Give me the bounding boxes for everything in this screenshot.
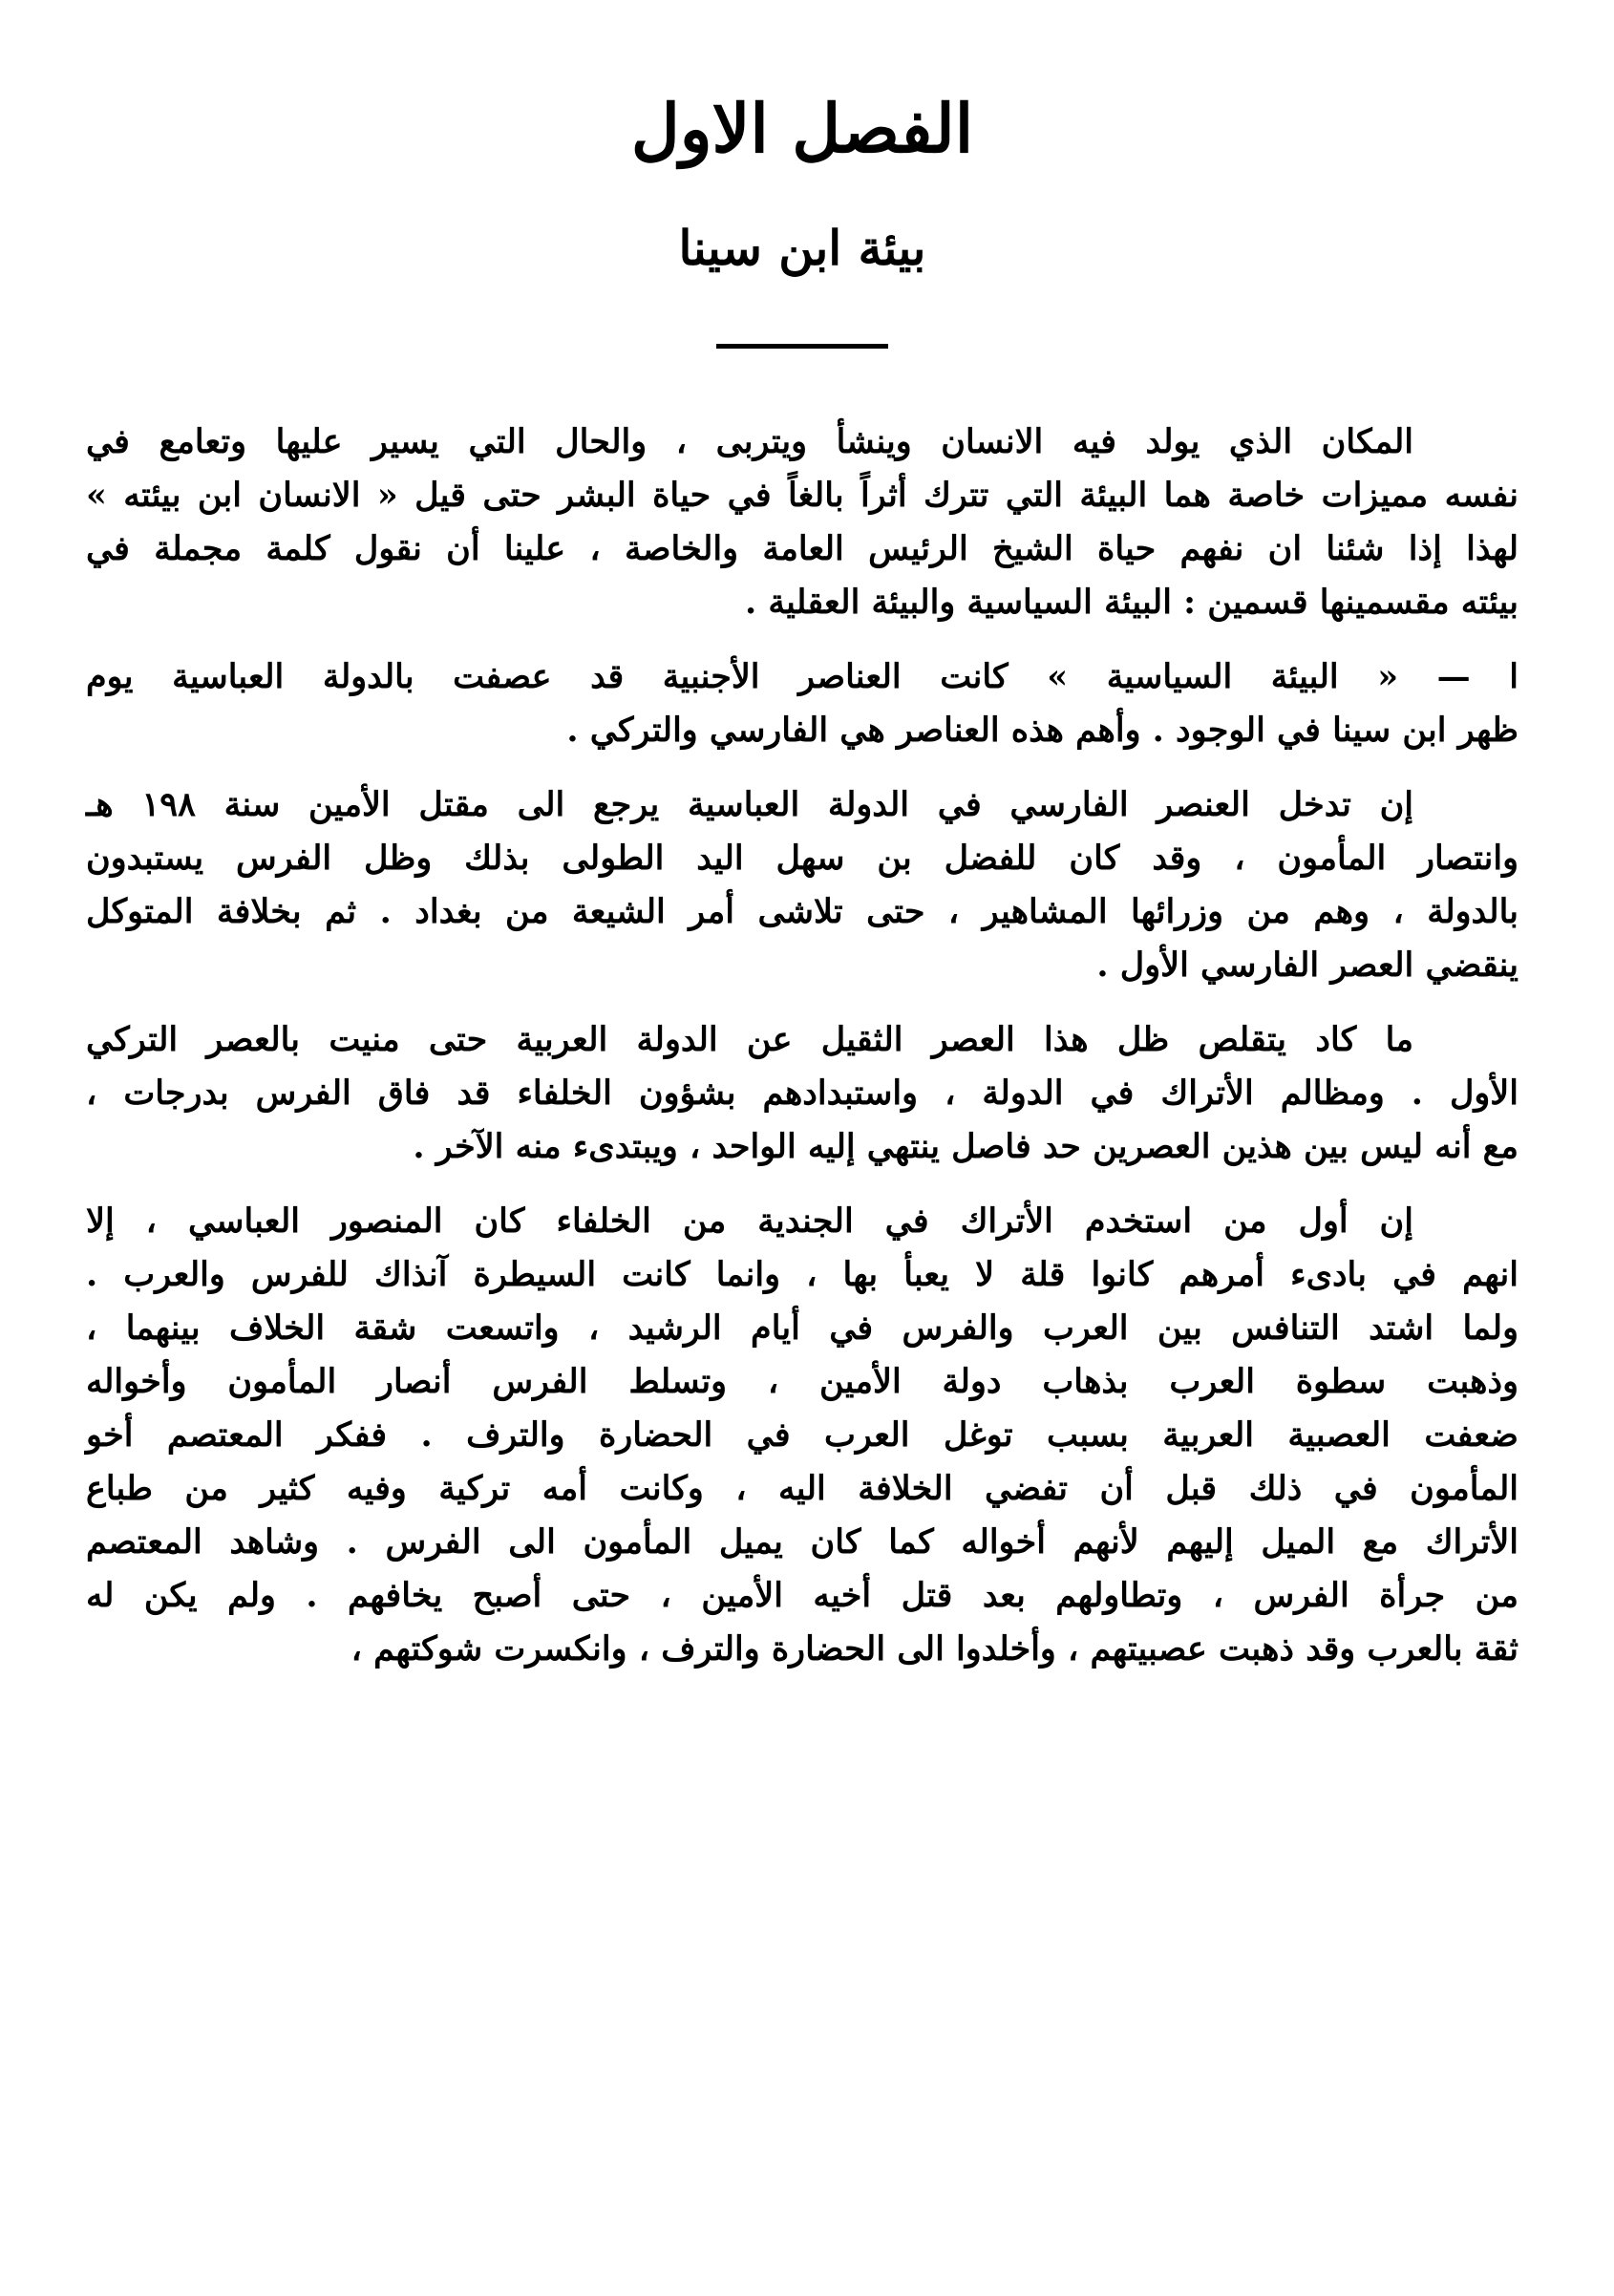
text-line: مع أنه ليس بين هذين العصرين حد فاصل ينتهي إليه الواحد ، ويبتدىء منه الآخر . — [413, 1127, 1518, 1166]
text-line: بيئته مقسمينها قسمين : البيئة السياسية والبيئة العقلية . — [745, 583, 1518, 622]
text-line: ثقة بالعرب وقد ذهبت عصبيتهم ، وأخلدوا الى الحضارة والترف ، وانكسرت شوكتهم ، — [350, 1629, 1518, 1669]
text-line: نفسه مميزات خاصة هما البيئة التي تترك أثراً بالغاً في حياة البشر حتى قيل « الانسان ابن بيئته » — [86, 476, 1518, 515]
text-line: ظهر ابن سينا في الوجود . وأهم هذه العناصر هي الفارسي والتركي . — [566, 711, 1518, 750]
text-line: وذهبت سطوة العرب بذهاب دولة الأمين ، وتسلط الفرس أنصار المأمون وأخواله — [86, 1362, 1518, 1401]
text-line: لهذا إذا شئنا ان نفهم حياة الشيخ الرئيس العامة والخاصة ، علينا أن نقول كلمة مجملة في — [86, 529, 1518, 568]
text-line: ضعفت العصبية العربية بسبب توغل العرب في الحضارة والترف . ففكر المعتصم أخو — [86, 1415, 1518, 1455]
text-line: الأول . ومظالم الأتراك في الدولة ، واستبدادهم بشؤون الخلفاء قد فاق الفرس بدرجات ، — [86, 1074, 1518, 1113]
paragraph — [86, 1013, 1518, 1174]
text-line: إن أول من استخدم الأتراك في الجندية من الخلفاء كان المنصور العباسي ، إلا — [86, 1201, 1413, 1241]
paragraph — [86, 778, 1518, 992]
chapter-body — [86, 415, 1518, 1676]
text-line: المأمون في ذلك قبل أن تفضي الخلافة اليه ، وكانت أمه تركية وفيه كثير من طباع — [86, 1469, 1518, 1508]
text-line: ينقضي العصر الفارسي الأول . — [1096, 946, 1518, 985]
title-divider — [716, 344, 888, 349]
text-line: ما كاد يتقلص ظل هذا العصر الثقيل عن الدولة العربية حتى منيت بالعصر التركي — [86, 1020, 1413, 1059]
text-line: ولما اشتد التنافس بين العرب والفرس في أيام الرشيد ، واتسعت شقة الخلاف بينهما ، — [86, 1308, 1518, 1348]
text-line: من جرأة الفرس ، وتطاولهم بعد قتل أخيه الأمين ، حتى أصبح يخافهم . ولم يكن له — [86, 1576, 1518, 1615]
text-line: الأتراك مع الميل إليهم لأنهم أخواله كما كان يميل المأمون الى الفرس . وشاهد المعتصم — [86, 1522, 1518, 1562]
text-line: المكان الذي يولد فيه الانسان وينشأ ويتربى ، والحال التي يسير عليها وتعامع في — [86, 422, 1413, 461]
text-line: إن تدخل العنصر الفارسي في الدولة العباسية يرجع الى مقتل الأمين سنة ١٩٨ هـ — [86, 785, 1413, 824]
paragraph — [86, 415, 1518, 629]
book-page — [86, 67, 1518, 2264]
text-line: انهم في بادىء أمرهم كانوا قلة لا يعبأ بها ، وانما كانت السيطرة آنذاك للفرس والعرب . — [86, 1255, 1518, 1294]
text-line: بالدولة ، وهم من وزرائها المشاهير ، حتى تلاشى أمر الشيعة من بغداد . ثم بخلافة المتوكل — [86, 892, 1518, 931]
paragraph — [86, 650, 1518, 757]
text-line: وانتصار المأمون ، وقد كان للفضل بن سهل اليد الطولى بذلك وظل الفرس يستبدون — [86, 839, 1518, 878]
chapter-title: الفصل الاول — [630, 89, 974, 168]
paragraph — [86, 1195, 1518, 1676]
chapter-subtitle: بيئة ابن سينا — [678, 220, 926, 276]
text-line: ا — « البيئة السياسية » كانت العناصر الأجنبية قد عصفت بالدولة العباسية يوم — [86, 657, 1518, 696]
